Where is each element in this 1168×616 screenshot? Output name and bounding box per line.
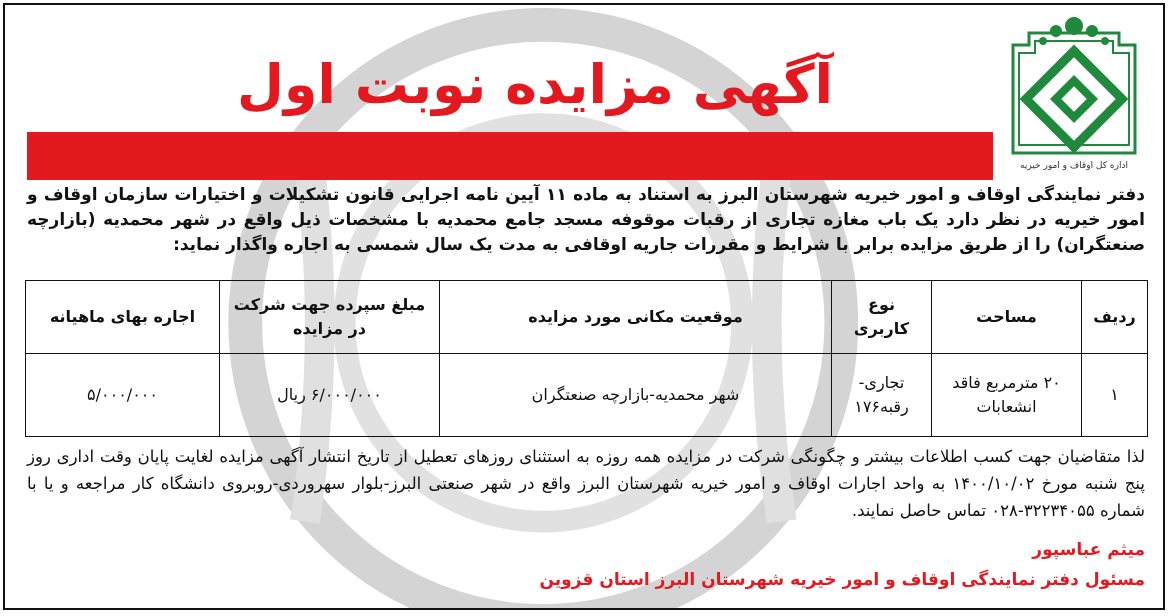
logo-caption: اداره کل اوقاف و امور خیریه bbox=[1020, 161, 1128, 171]
ad-page bbox=[3, 3, 1165, 610]
cell-deposit: ۶/۰۰۰/۰۰۰ ریال bbox=[220, 354, 440, 437]
intro-paragraph: دفتر نمایندگی اوقاف و امور خیریه شهرستان البرز به استناد به ماده ۱۱ آیین نامه اجرایی قانون تشکیلات و اختیارات سازمان اوقاف و امور خیریه در نظر دارد یک باب مغازه تجاری از رقبات موقوفه مسجد جامع محمدیه با مشخصات ذیل واقع در شهر محمدیه (بازارچه صنعتگران) را از طریق مزایده برابر با شرایط و مقررات جاریه اوقافی به مدت یک سال شمسی به اجاره واگذار نماید: bbox=[27, 185, 1145, 255]
header-deposit: مبلغ سپرده جهت شرکت در مزایده bbox=[220, 281, 440, 354]
outro-paragraph: لذا متقاضیان جهت کسب اطلاعات بیشتر و چگونگی شرکت در مزایده همه روزه به استثنای روزهای تعطیل از تاریخ انتشار آگهی مزایده لغایت پایان وقت اداری روز پنج شنبه مورخ ۱۴۰۰/۱۰/۰۲ به واحد اجارات اوقاف و امور خیریه شهرستان البرز واقع در شهر صنعتی البرز-بلوار سهروردی-روبروی دانشگاه کار مراجعه و یا با شماره ۳۲۲۳۴۰۵۵-۰۲۸ تماس حاصل نمایند. bbox=[27, 447, 1145, 520]
awqaf-logo bbox=[999, 13, 1149, 173]
cell-monthly-rent: ۵/۰۰۰/۰۰۰ bbox=[26, 354, 220, 437]
signatory-name: میثم عباسپور bbox=[1032, 540, 1145, 560]
header-monthly-rent: اجاره بهای ماهیانه bbox=[26, 281, 220, 354]
header-usage-type: نوع کاربری bbox=[832, 281, 932, 354]
header-row-number: ردیف bbox=[1082, 281, 1148, 354]
table-header-row bbox=[26, 281, 1148, 354]
cell-row-number: ۱ bbox=[1082, 354, 1148, 437]
signatory-title: مسئول دفتر نمایندگی اوقاف و امور خیریه شهرستان البرز استان قزوین bbox=[539, 570, 1145, 590]
red-banner bbox=[27, 132, 993, 180]
cell-usage-type: تجاری-رقبه۱۷۶ bbox=[832, 354, 932, 437]
ad-title: آگهی مزایده نوبت اول bbox=[237, 53, 833, 116]
cell-location: شهر محمدیه-بازارچه صنعتگران bbox=[440, 354, 832, 437]
auction-table bbox=[25, 280, 1148, 437]
cell-area: ۲۰ مترمربع فاقد انشعابات bbox=[932, 354, 1082, 437]
table-row bbox=[26, 354, 1148, 437]
header-location: موقعیت مکانی مورد مزایده bbox=[440, 281, 832, 354]
header-area: مساحت bbox=[932, 281, 1082, 354]
